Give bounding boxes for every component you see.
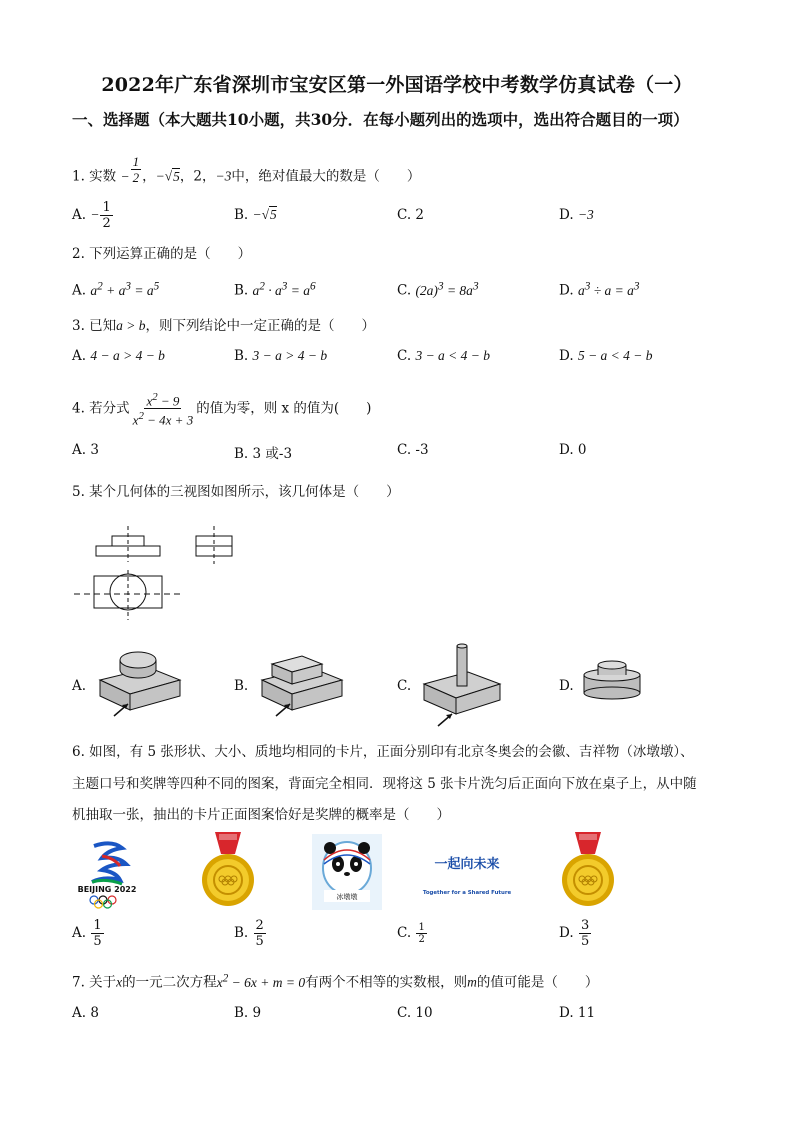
card-bing-dwen-dwen: [312, 834, 382, 906]
q1-option-a[interactable]: A. − $\frac{1}{2}$: [72, 200, 111, 231]
slogan-en-text: Together for a Shared Future: [422, 890, 512, 896]
q3-option-c[interactable]: C. 3 − a < 4 − b: [397, 348, 491, 364]
section-heading: 一、选择题（本大题共10小题，共30分．在每小题列出的选项中，选出符合题目的一项）: [72, 110, 689, 129]
q6-option-a[interactable]: A. $\frac{1}{5}$: [72, 918, 102, 949]
q4-option-c[interactable]: C. -3: [397, 442, 429, 458]
solid-d-stacked-cylinders: [578, 655, 648, 705]
side-view: [196, 526, 232, 564]
question-7: 7. 关于x的一元二次方程$x^2 - 6x + m = 0$有两个不相等的实数根，则m的值可能是（ ）: [72, 972, 599, 991]
slogan-text: 一起向未来: [434, 857, 500, 872]
q2-option-d[interactable]: D. $a^3 \div a = a^3$: [559, 280, 640, 299]
q7-option-b[interactable]: B. 9: [234, 1005, 262, 1021]
question-5: 5. 某个几何体的三视图如图所示，该几何体是（ ）: [72, 484, 400, 500]
q1-option-b[interactable]: B. −√5: [234, 207, 277, 223]
top-view: [74, 570, 182, 620]
question-3: 3. 已知a > b，则下列结论中一定正确的是（ ）: [72, 318, 376, 334]
mascot-text: 冰墩墩: [336, 893, 358, 901]
q6-option-c[interactable]: C. $\frac{1}{2}$: [397, 922, 425, 945]
front-view: [96, 526, 160, 562]
solid-c-rod-on-block: [416, 640, 511, 730]
q1-neg-half: − $\frac{1}{2}$: [120, 154, 140, 185]
card-gold-medal-2: [553, 832, 623, 904]
question-4: 4. 若分式 $\frac{x^2 - 9}{x^2 - 4x + 3}$ 的值为零，则 x 的值为( ): [72, 391, 372, 428]
card-gold-medal-1: [193, 832, 263, 904]
q7-option-a[interactable]: A. 8: [72, 1005, 99, 1021]
question-6-line3: 机抽取一张，抽出的卡片正面图案恰好是奖牌的概率是（ ）: [72, 807, 450, 823]
page-title: 2022年广东省深圳市宝安区第一外国语学校中考数学仿真试卷（一）: [101, 74, 693, 96]
q5-option-d[interactable]: D.: [559, 678, 574, 694]
q3-option-d[interactable]: D. 5 − a < 4 − b: [559, 348, 653, 364]
question-6-line2: 主题口号和奖牌等四种不同的图案，背面完全相同．现将这 5 张卡片洗匀后正面向下放在桌子上，从中随: [72, 776, 697, 792]
q1-prefix: 1. 实数: [72, 168, 117, 185]
solid-a-cylinder-on-block: [92, 640, 187, 720]
question-2: 2. 下列运算正确的是（ ）: [72, 246, 252, 262]
q6-option-d[interactable]: D. $\frac{3}{5}$: [559, 918, 590, 949]
q3-option-b[interactable]: B. 3 − a > 4 − b: [234, 348, 328, 364]
card-beijing-emblem: [72, 836, 142, 908]
q1-option-d[interactable]: D. −3: [559, 207, 594, 223]
q3-option-a[interactable]: A. 4 − a > 4 − b: [72, 348, 165, 364]
q4-option-a[interactable]: A. 3: [72, 442, 99, 458]
emblem-text: BEIJING 2022: [77, 885, 137, 894]
question-1: 1. 实数 − $\frac{1}{2}$ ，−√5，2，−3中，绝对值最大的数是（ ）: [72, 154, 421, 185]
q7-option-d[interactable]: D. 11: [559, 1005, 596, 1021]
q1-neg3: −3: [215, 168, 232, 184]
card-slogan: [422, 836, 512, 908]
q4-option-d[interactable]: D. 0: [559, 442, 587, 458]
q1-option-c[interactable]: C. 2: [397, 207, 425, 223]
q1-tail: 中，绝对值最大的数是（ ）: [231, 168, 421, 185]
q5-option-a[interactable]: A.: [72, 678, 87, 694]
question-6-line1: 6. 如图，有 5 张形状、大小、质地均相同的卡片，正面分别印有北京冬奥会的会徽、吉祥物（冰墩墩）、: [72, 744, 694, 760]
q1-neg-sqrt5: −√5: [155, 168, 180, 184]
q4-fraction: $\frac{x^2 - 9}{x^2 - 4x + 3}$: [132, 391, 194, 428]
q2-option-b[interactable]: B. $a^2 \cdot a^3 = a^6$: [234, 280, 316, 299]
three-view-drawing: [72, 522, 252, 622]
q4-option-b[interactable]: B. 3 或-3: [234, 446, 293, 462]
solid-b-block-on-block: [254, 640, 349, 720]
q5-option-c[interactable]: C.: [397, 678, 412, 694]
q7-option-c[interactable]: C. 10: [397, 1005, 433, 1021]
q2-option-a[interactable]: A. $a^2 + a^3 = a^5$: [72, 280, 160, 299]
q6-option-b[interactable]: B. $\frac{2}{5}$: [234, 918, 264, 949]
q5-option-b[interactable]: B.: [234, 678, 249, 694]
q2-option-c[interactable]: C. $(2a)^3 = 8a^3$: [397, 280, 479, 299]
